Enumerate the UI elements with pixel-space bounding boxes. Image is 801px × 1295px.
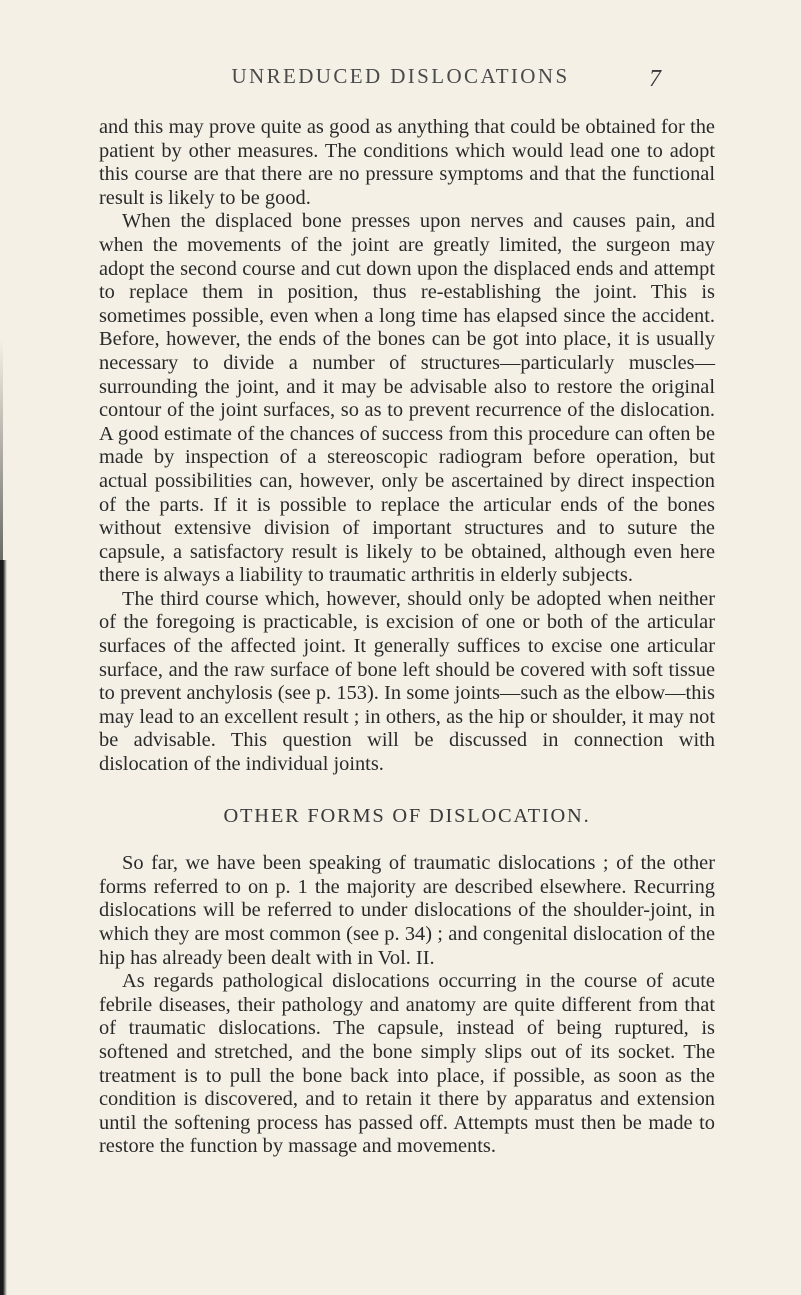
section-heading: OTHER FORMS OF DISLOCATION. — [223, 804, 591, 827]
running-title: UNREDUCED DISLOCATIONS — [231, 64, 570, 88]
page-edge-shadow — [0, 560, 7, 1295]
body-text — [99, 116, 715, 1159]
paragraph-second-course: When the displaced bone presses upon nerves and causes pain, and when the movements of the joint are greatly limited, the surgeon may adopt the second course and cut down upon the displaced ends and attempt to replace them in position, thus re-establishing the joint. This is sometimes possible, even when a long time has elapsed since the accident. Before, however, the ends of the bones can be got into place, it is usually necessary to divide a number of structures—particularly muscles—surrounding the joint, and it may be advisable also to restore the original contour of the joint surfaces, so as to prevent recurrence of the dislocation. A good estimate of the chances of success from this procedure can often be made by inspection of a stereoscopic radiogram before operation, but actual possibilities can, however, only be ascertained by direct inspection of the parts. If it is possible to replace the articular ends of the bones without extensive division of important structures and to suture the capsule, a satisfactory result is likely to be obtained, although even here there is always a liability to traumatic arthritis in elderly subjects. — [99, 210, 715, 587]
paragraph-other-forms: So far, we have been speaking of traumatic dislocations ; of the other forms referred to on p. 1 the majority are described elsewhere. Recurring dislocations will be referred to under dislocations of the shoulder-joint, in which they are most common (see p. 34) ; and congenital dislocation of the hip has already been dealt with in Vol. II. — [99, 852, 715, 969]
running-head — [0, 64, 801, 94]
paragraph-third-course: The third course which, however, should only be adopted when neither of the foregoing is practicable, is excision of one or both of the articular surfaces of the affected joint. It generally suffices to excise one articular surface, and the raw surface of bone left should be covered with soft tissue to prevent anchylosis (see p. 153). In some joints—such as the elbow—this may lead to an excellent result ; in others, as the hip or shoulder, it may not be advisable. This question will be discussed in connection with dislocation of the individual joints. — [99, 587, 715, 776]
page-number: 7 — [649, 66, 661, 92]
page-edge-shadow-top — [0, 340, 3, 560]
paragraph-continuation: and this may prove quite as good as anything that could be obtained for the patient by other measures. The conditions which would lead one to adopt this course are that there are no pressure symptoms and that the functional result is likely to be good. — [99, 116, 715, 209]
paragraph-pathological: As regards pathological dislocations occurring in the course of acute febrile diseases, their pathology and anatomy are quite different from that of traumatic dislocations. The capsule, instead of being ruptured, is softened and stretched, and the bone simply slips out of its socket. The treatment is to pull the bone back into place, if possible, as soon as the condition is discovered, and to retain it there by apparatus and extension until the softening process has passed off. Attempts must then be made to restore the function by massage and movements. — [99, 970, 715, 1158]
